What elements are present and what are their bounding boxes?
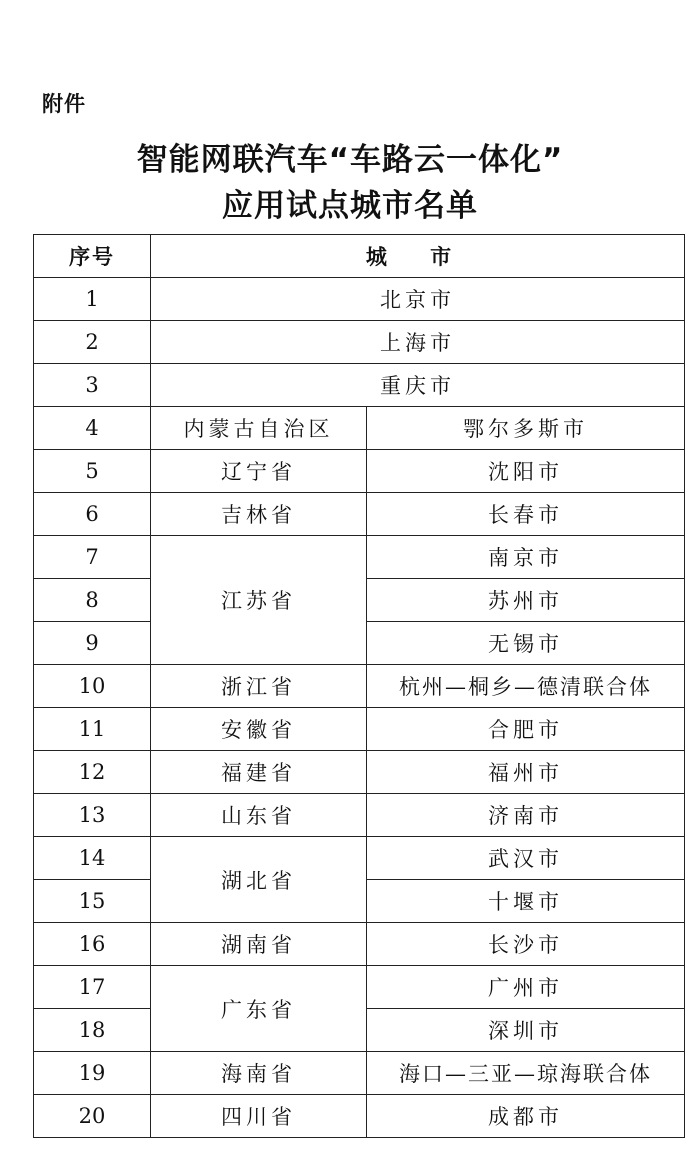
row-city: 北京市 (151, 278, 685, 321)
row-city: 长春市 (367, 493, 685, 536)
row-index: 4 (34, 407, 151, 450)
table-row (34, 364, 685, 407)
row-province: 辽宁省 (151, 450, 367, 493)
row-index: 16 (34, 923, 151, 966)
table-row (34, 407, 685, 450)
row-city: 沈阳市 (367, 450, 685, 493)
row-city: 南京市 (367, 536, 685, 579)
row-index: 12 (34, 751, 151, 794)
row-province: 福建省 (151, 751, 367, 794)
pilot-city-table (33, 234, 685, 1138)
table-row (34, 1052, 685, 1095)
row-city: 济南市 (367, 794, 685, 837)
row-province: 广东省 (151, 966, 367, 1052)
row-index: 11 (34, 708, 151, 751)
header-city: 城 市 (151, 235, 685, 278)
row-index: 20 (34, 1095, 151, 1138)
table-row (34, 794, 685, 837)
row-index: 13 (34, 794, 151, 837)
table-row (34, 1095, 685, 1138)
row-index: 14 (34, 837, 151, 880)
attachment-label: 附件 (42, 92, 86, 116)
row-city: 成都市 (367, 1095, 685, 1138)
row-city: 合肥市 (367, 708, 685, 751)
row-city: 长沙市 (367, 923, 685, 966)
table-header-row (34, 235, 685, 278)
document-title-line-1: 智能网联汽车“车路云一体化” (136, 142, 564, 178)
table-row (34, 321, 685, 364)
row-index: 7 (34, 536, 151, 579)
row-province: 江苏省 (151, 536, 367, 665)
row-index: 2 (34, 321, 151, 364)
row-province: 海南省 (151, 1052, 367, 1095)
row-province: 内蒙古自治区 (151, 407, 367, 450)
table-row (34, 536, 685, 579)
table-row (34, 923, 685, 966)
row-index: 19 (34, 1052, 151, 1095)
table-row (34, 751, 685, 794)
document-title-line-2: 应用试点城市名单 (222, 188, 478, 224)
row-city: 鄂尔多斯市 (367, 407, 685, 450)
row-province: 湖北省 (151, 837, 367, 923)
row-province: 四川省 (151, 1095, 367, 1138)
row-province: 浙江省 (151, 665, 367, 708)
table-row (34, 450, 685, 493)
table-row (34, 493, 685, 536)
table-row (34, 837, 685, 880)
row-index: 10 (34, 665, 151, 708)
table-row (34, 278, 685, 321)
row-city: 无锡市 (367, 622, 685, 665)
row-index: 9 (34, 622, 151, 665)
row-city: 武汉市 (367, 837, 685, 880)
row-city: 海口—三亚—琼海联合体 (367, 1052, 685, 1095)
row-city: 杭州—桐乡—德清联合体 (367, 665, 685, 708)
row-index: 6 (34, 493, 151, 536)
row-index: 17 (34, 966, 151, 1009)
row-province: 湖南省 (151, 923, 367, 966)
table-row (34, 966, 685, 1009)
row-city: 十堰市 (367, 880, 685, 923)
row-index: 15 (34, 880, 151, 923)
header-index: 序号 (34, 235, 151, 278)
row-index: 1 (34, 278, 151, 321)
table-row (34, 665, 685, 708)
row-province: 安徽省 (151, 708, 367, 751)
row-province: 吉林省 (151, 493, 367, 536)
row-city: 广州市 (367, 966, 685, 1009)
row-index: 3 (34, 364, 151, 407)
row-index: 8 (34, 579, 151, 622)
row-index: 5 (34, 450, 151, 493)
row-city: 福州市 (367, 751, 685, 794)
row-city: 重庆市 (151, 364, 685, 407)
row-city: 上海市 (151, 321, 685, 364)
row-city: 深圳市 (367, 1009, 685, 1052)
row-city: 苏州市 (367, 579, 685, 622)
row-province: 山东省 (151, 794, 367, 837)
table-row (34, 708, 685, 751)
row-index: 18 (34, 1009, 151, 1052)
